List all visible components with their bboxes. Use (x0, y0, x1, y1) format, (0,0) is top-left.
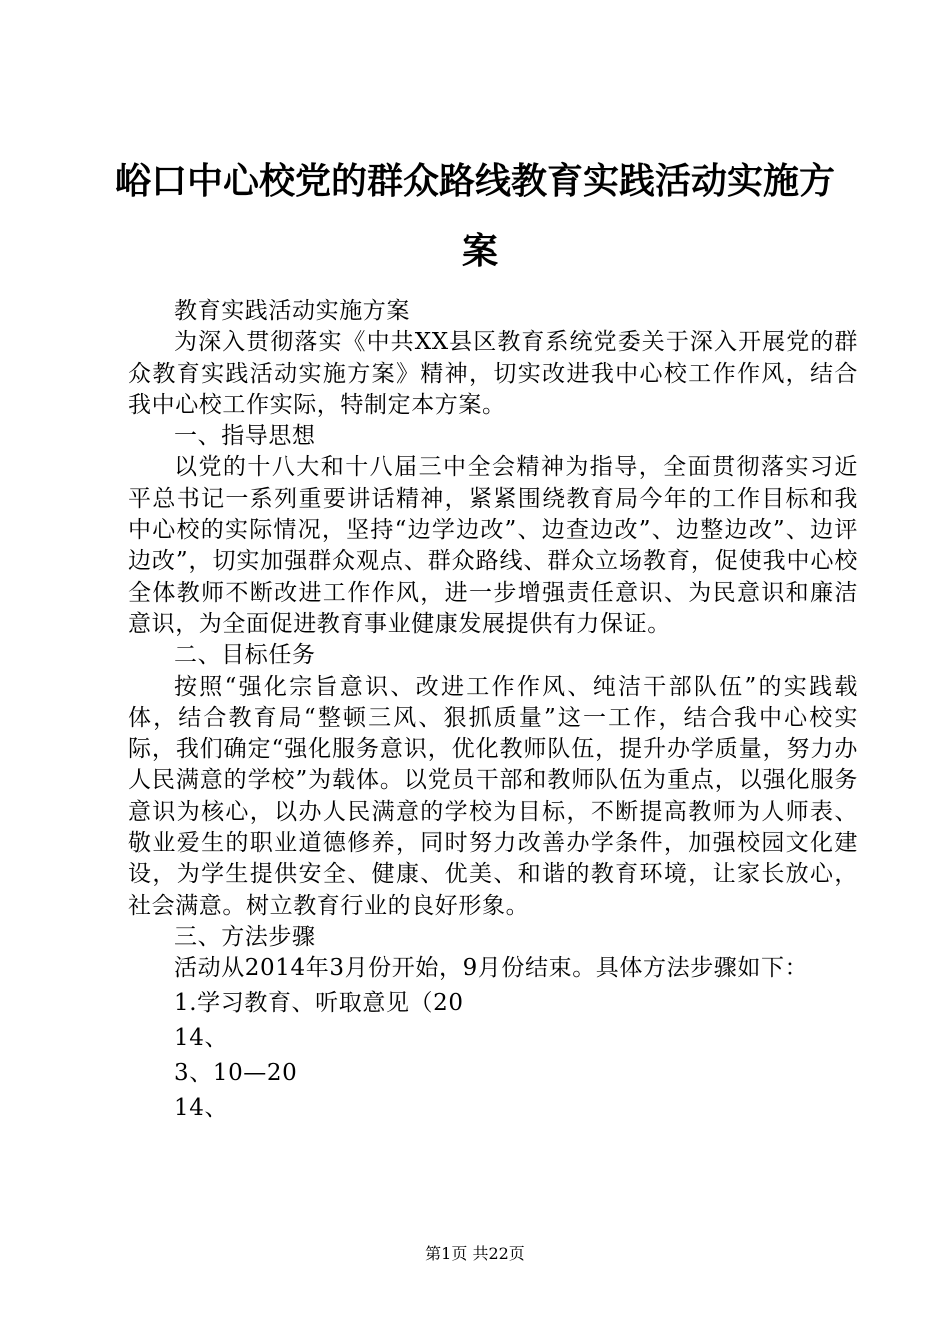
document-body (128, 296, 858, 1124)
section-1-paragraph: 以党的十八大和十八届三中全会精神为指导，全面贯彻落实习近平总书记一系列重要讲话精神，紧紧围绕教育局今年的工作目标和我中心校的实际情况，坚持“边学边改”、边查边改”、边整边改”、边评边改”，切实加强群众观点、群众路线、群众立场教育，促使我中心校全体教师不断改进工作作风，进一步增强责任意识、为民意识和廉洁意识，为全面促进教育事业健康发展提供有力保证。 (128, 454, 858, 637)
section-3-paragraph: 活动从2014年3月份开始，9月份结束。具体方法步骤如下： (174, 955, 809, 982)
list-line: 3、10—20 (174, 1059, 298, 1086)
list-line: 1.学习教育、听取意见（20 (174, 990, 464, 1017)
list-line: 14、 (174, 1094, 229, 1121)
document-title-line-2: 案 (461, 231, 498, 272)
subtitle-paragraph: 教育实践活动实施方案 (174, 298, 410, 324)
page-footer: 第1页 共22页 (425, 1244, 525, 1263)
section-heading-3: 三、方法步骤 (174, 923, 316, 950)
section-2-paragraph: 按照“强化宗旨意识、改进工作作风、纯洁干部队伍”的实践载体，结合教育局“整顿三风、狠抓质量”这一工作，结合我中心校实际，我们确定“强化服务意识，优化教师队伍，提升办学质量，努力办人民满意的学校”为载体。以党员干部和教师队伍为重点，以强化服务意识为核心，以办人民满意的学校为目标，不断提高教师为人师表、敬业爱生的职业道德修养，同时努力改善办学条件，加强校园文化建设，为学生提供安全、健康、优美、和谐的教育环境，让家长放心，社会满意。树立教育行业的良好形象。 (128, 673, 858, 919)
intro-paragraph: 为深入贯彻落实《中共XX县区教育系统党委关于深入开展党的群众教育实践活动实施方案》精神，切实改进我中心校工作作风，结合我中心校工作实际，特制定本方案。 (128, 329, 858, 418)
section-heading-2: 二、目标任务 (174, 642, 316, 669)
document-title-line-1: 峪口中心校党的群众路线教育实践活动实施方 (114, 161, 835, 202)
list-line: 14、 (174, 1025, 229, 1052)
section-heading-1: 一、指导思想 (174, 423, 316, 450)
